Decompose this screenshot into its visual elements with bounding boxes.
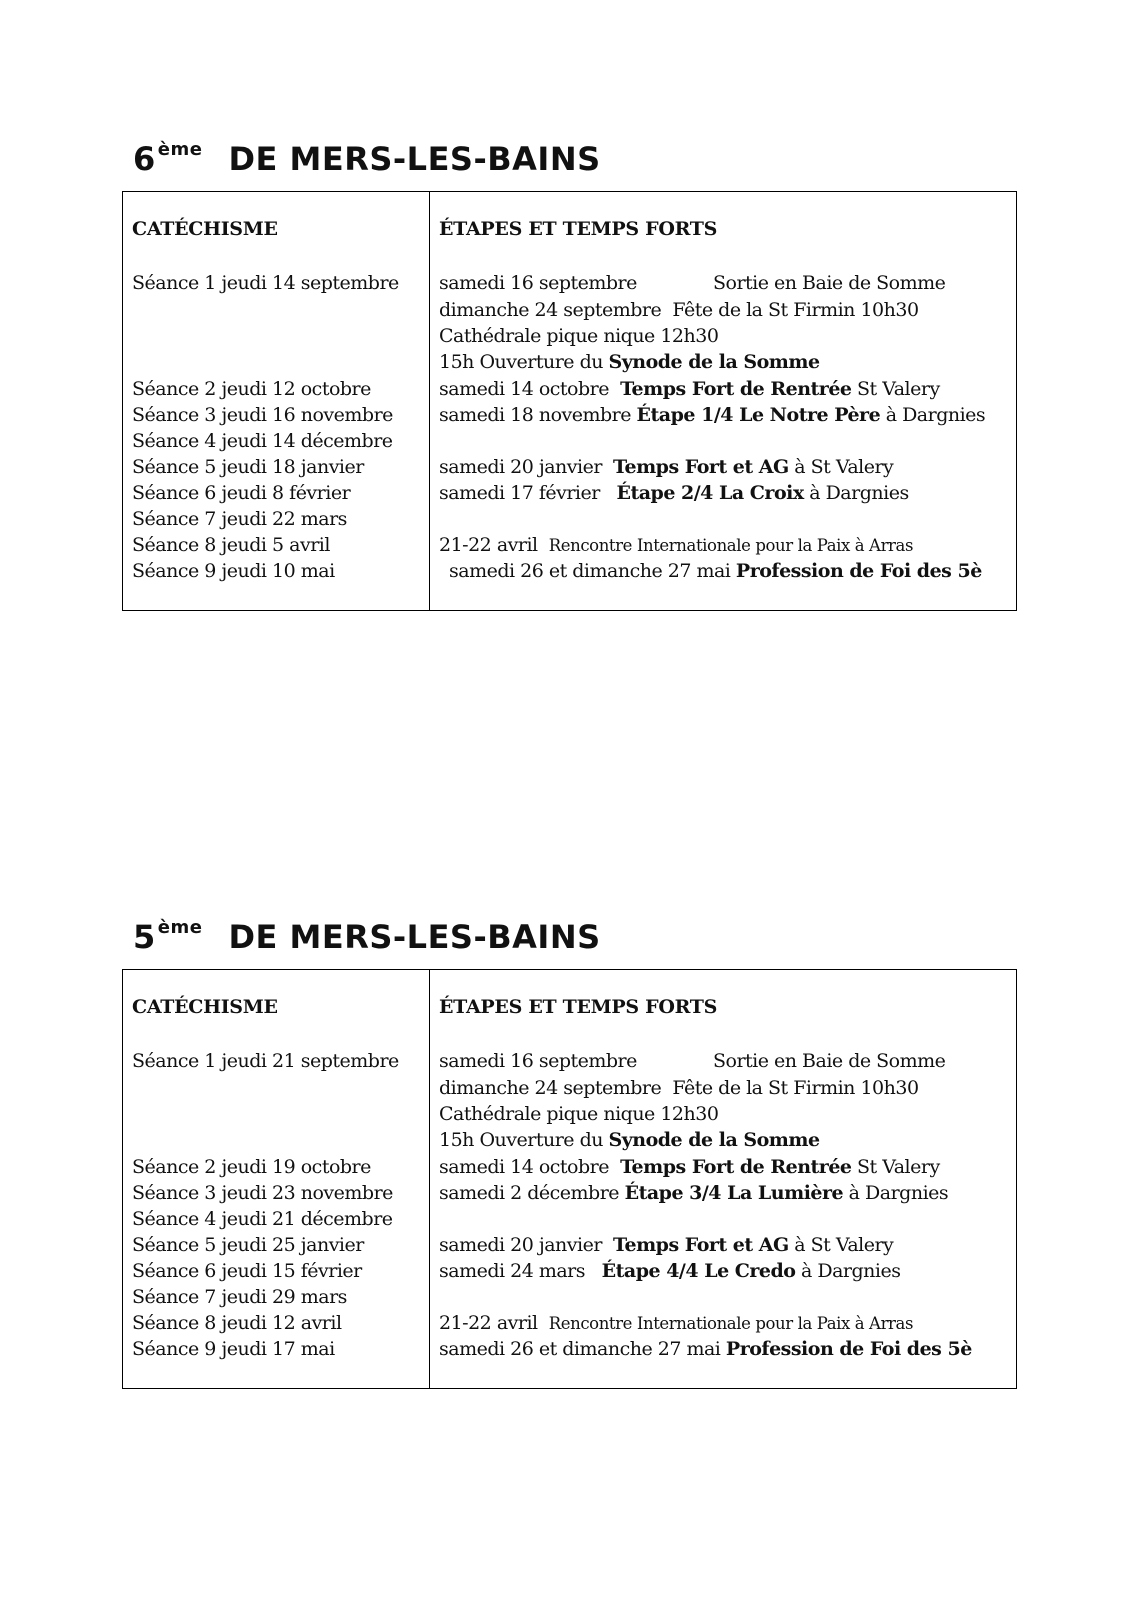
event-detail: Rencontre Internationale pour la Paix à Arras bbox=[548, 536, 914, 555]
event-line bbox=[439, 1232, 893, 1258]
event-date: 21-22 avril bbox=[439, 534, 544, 556]
event-highlight: Synode de la Somme bbox=[608, 1129, 820, 1151]
event-line bbox=[439, 1075, 919, 1101]
event-line bbox=[439, 270, 946, 296]
etapes-header: ÉTAPES ET TEMPS FORTS bbox=[439, 996, 717, 1018]
event-date: samedi 14 octobre bbox=[439, 378, 615, 400]
event-highlight: Profession de Foi des 5è bbox=[735, 560, 982, 582]
grade-suffix: ème bbox=[157, 917, 203, 938]
event-detail: Sortie en Baie de Somme bbox=[713, 1050, 946, 1072]
grade-number: 6 bbox=[133, 139, 156, 178]
event-highlight: Profession de Foi des 5è bbox=[725, 1338, 972, 1360]
seance-line: Séance 9 jeudi 17 mai bbox=[132, 1338, 335, 1360]
event-highlight: Étape 4/4 Le Credo bbox=[601, 1260, 796, 1282]
seance-line: Séance 4 jeudi 21 décembre bbox=[132, 1208, 393, 1230]
seance-line: Séance 2 jeudi 12 octobre bbox=[132, 378, 371, 400]
event-line bbox=[439, 1048, 946, 1074]
event-detail: St Valery bbox=[851, 1156, 940, 1178]
event-line bbox=[439, 532, 913, 559]
seance-line: Séance 8 jeudi 5 avril bbox=[132, 534, 330, 556]
seance-line: Séance 1 jeudi 14 septembre bbox=[132, 272, 399, 294]
event-line bbox=[439, 1258, 900, 1284]
event-date: samedi 26 et dimanche 27 mai bbox=[449, 560, 736, 582]
seance-line: Séance 6 jeudi 8 février bbox=[132, 482, 351, 504]
catechisme-header: CATÉCHISME bbox=[132, 218, 278, 240]
event-date: dimanche 24 septembre bbox=[439, 299, 662, 321]
seance-line: Séance 5 jeudi 18 janvier bbox=[132, 456, 364, 478]
catechisme-header: CATÉCHISME bbox=[132, 996, 278, 1018]
event-line bbox=[439, 1154, 940, 1180]
section-title: DE MERS-LES-BAINS bbox=[228, 917, 601, 956]
seance-line: Séance 2 jeudi 19 octobre bbox=[132, 1156, 371, 1178]
event-line bbox=[439, 402, 985, 428]
event-detail: à Dargnies bbox=[803, 482, 909, 504]
seance-line: Séance 3 jeudi 16 novembre bbox=[132, 404, 393, 426]
event-detail: à Dargnies bbox=[843, 1182, 949, 1204]
event-line bbox=[439, 1180, 948, 1206]
seance-line: Séance 9 jeudi 10 mai bbox=[132, 560, 335, 582]
event-line bbox=[439, 349, 820, 375]
etapes-header: ÉTAPES ET TEMPS FORTS bbox=[439, 218, 717, 240]
event-date: samedi 20 janvier bbox=[439, 1234, 608, 1256]
event-date: Cathédrale pique nique 12h30 bbox=[439, 1103, 719, 1125]
event-date: samedi 24 mars bbox=[439, 1260, 591, 1282]
seance-line: Séance 5 jeudi 25 janvier bbox=[132, 1234, 364, 1256]
event-date: samedi 16 septembre bbox=[439, 272, 637, 294]
grade-suffix: ème bbox=[157, 139, 203, 160]
event-date: 15h Ouverture du bbox=[439, 1129, 609, 1151]
section-title: DE MERS-LES-BAINS bbox=[228, 139, 601, 178]
event-line bbox=[439, 1310, 913, 1337]
event-date: samedi 17 février bbox=[439, 482, 606, 504]
event-highlight: Étape 3/4 La Lumière bbox=[624, 1182, 844, 1204]
event-detail: à Dargnies bbox=[880, 404, 986, 426]
schedule-table bbox=[122, 191, 1017, 611]
event-line bbox=[439, 454, 893, 480]
event-date: 21-22 avril bbox=[439, 1312, 544, 1334]
event-date: samedi 18 novembre bbox=[439, 404, 637, 426]
event-date: samedi 2 décembre bbox=[439, 1182, 625, 1204]
seance-line: Séance 6 jeudi 15 février bbox=[132, 1260, 362, 1282]
event-detail: à Dargnies bbox=[795, 1260, 901, 1282]
event-detail: St Valery bbox=[851, 378, 940, 400]
event-highlight: Étape 1/4 Le Notre Père bbox=[636, 404, 881, 426]
event-highlight: Étape 2/4 La Croix bbox=[616, 482, 804, 504]
event-date: Cathédrale pique nique 12h30 bbox=[439, 325, 719, 347]
seance-line: Séance 3 jeudi 23 novembre bbox=[132, 1182, 393, 1204]
event-line bbox=[439, 323, 718, 349]
event-line bbox=[439, 1127, 820, 1153]
column-divider bbox=[429, 192, 430, 610]
grade-number: 5 bbox=[133, 917, 156, 956]
event-detail: Fête de la St Firmin 10h30 bbox=[672, 299, 919, 321]
section-heading bbox=[133, 906, 601, 962]
section-heading bbox=[133, 128, 601, 184]
event-line bbox=[439, 297, 919, 323]
event-detail: Rencontre Internationale pour la Paix à Arras bbox=[548, 1314, 914, 1333]
seance-line: Séance 8 jeudi 12 avril bbox=[132, 1312, 342, 1334]
event-detail: Sortie en Baie de Somme bbox=[713, 272, 946, 294]
event-highlight: Temps Fort et AG bbox=[613, 456, 789, 478]
event-highlight: Temps Fort et AG bbox=[613, 1234, 789, 1256]
seance-line: Séance 4 jeudi 14 décembre bbox=[132, 430, 393, 452]
event-date: samedi 26 et dimanche 27 mai bbox=[439, 1338, 726, 1360]
schedule-table bbox=[122, 969, 1017, 1389]
event-detail: à St Valery bbox=[788, 1234, 894, 1256]
seance-line: Séance 7 jeudi 22 mars bbox=[132, 508, 347, 530]
event-date: dimanche 24 septembre bbox=[439, 1077, 662, 1099]
event-date: samedi 16 septembre bbox=[439, 1050, 637, 1072]
event-line bbox=[439, 480, 909, 506]
seance-line: Séance 7 jeudi 29 mars bbox=[132, 1286, 347, 1308]
event-line bbox=[439, 1101, 718, 1127]
event-line bbox=[439, 1336, 972, 1362]
event-date: samedi 14 octobre bbox=[439, 1156, 615, 1178]
event-highlight: Temps Fort de Rentrée bbox=[620, 1156, 852, 1178]
event-detail: à St Valery bbox=[788, 456, 894, 478]
event-highlight: Temps Fort de Rentrée bbox=[620, 378, 852, 400]
event-highlight: Synode de la Somme bbox=[608, 351, 820, 373]
seance-line: Séance 1 jeudi 21 septembre bbox=[132, 1050, 399, 1072]
event-date: samedi 20 janvier bbox=[439, 456, 608, 478]
event-line bbox=[439, 376, 940, 402]
column-divider bbox=[429, 970, 430, 1388]
event-line bbox=[449, 558, 982, 584]
event-detail: Fête de la St Firmin 10h30 bbox=[672, 1077, 919, 1099]
event-date: 15h Ouverture du bbox=[439, 351, 609, 373]
